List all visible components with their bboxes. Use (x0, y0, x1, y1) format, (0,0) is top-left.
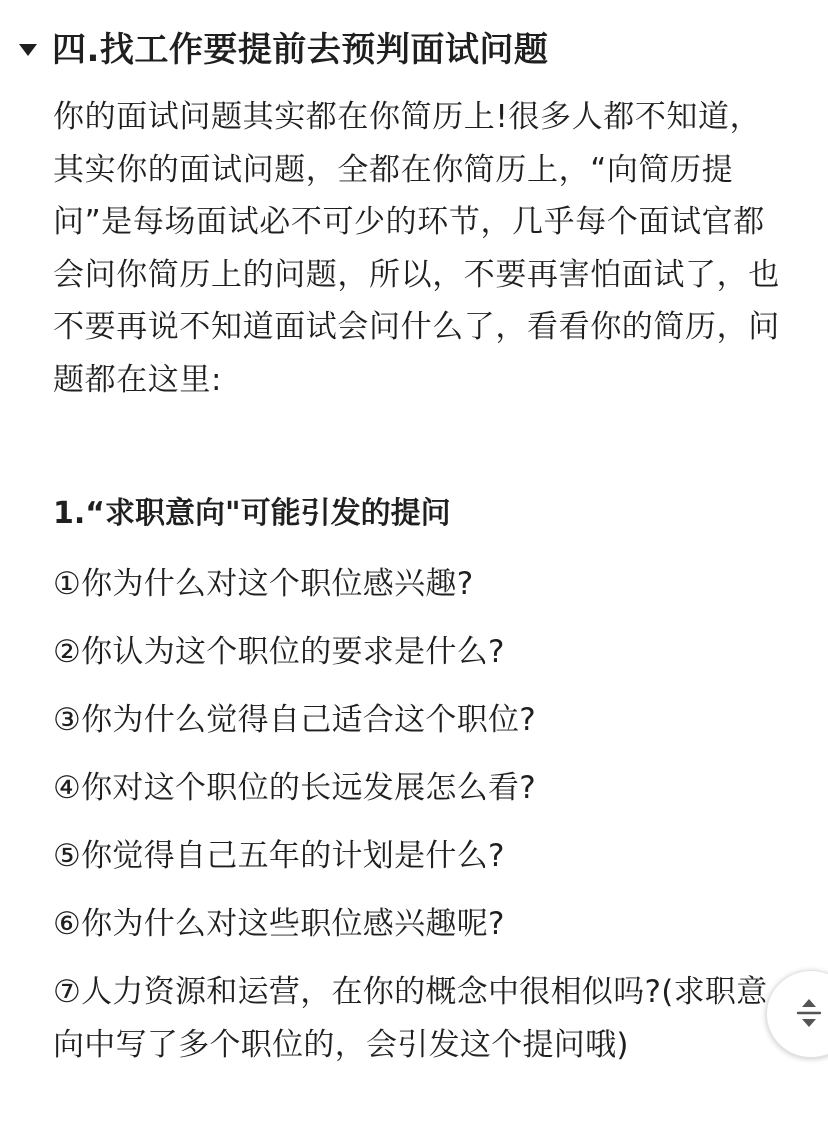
question-item: ④你对这个职位的长远发展怎么看? (53, 770, 537, 806)
caret-down-icon[interactable] (19, 44, 37, 56)
question-item: ⑥你为什么对这些职位感兴趣呢? (53, 906, 505, 942)
intro-paragraph: 你的面试问题其实都在你简历上!很多人都不知道，其实你的面试问题，全都在你简历上，“向简历提问”是每场面试必不可少的环节，几乎每个面试官都会问你简历上的问题，所以，不要再害怕面试了，也不要再说不知道面试会问什么了，看看你的简历，问题都在这里: (53, 99, 780, 398)
question-item: ③你为什么觉得自己适合这个职位? (53, 702, 537, 738)
subsection-title: 1.“求职意向"可能引发的提问 (53, 496, 451, 531)
question-item: ②你认为这个职位的要求是什么? (53, 634, 505, 670)
question-list (53, 558, 781, 1088)
question-item: ⑤你觉得自己五年的计划是什么? (53, 838, 505, 874)
question-item: ①你为什么对这个职位感兴趣? (53, 566, 474, 602)
section-title: 四.找工作要提前去预判面试问题 (52, 30, 549, 70)
question-item: ⑦人力资源和运营，在你的概念中很相似吗?(求职意向中写了多个职位的，会引发这个提问哦) (53, 974, 768, 1063)
scroll-up-down-icon (789, 993, 828, 1033)
section-header[interactable] (0, 22, 828, 78)
